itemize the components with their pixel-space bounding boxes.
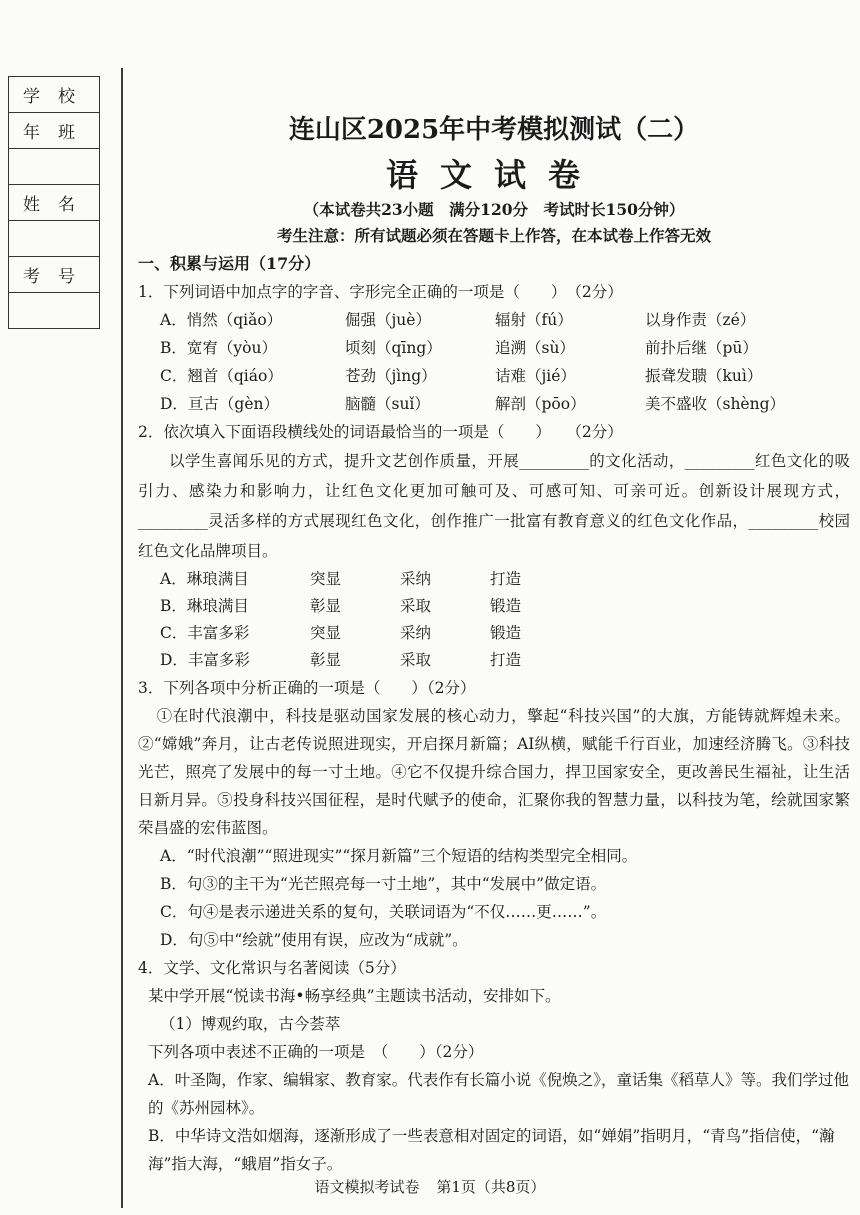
exam-meta: （本试卷共23小题 满分120分 考试时长150分钟） xyxy=(303,200,685,219)
exam-title: 连山区2025年中考模拟测试（二） xyxy=(288,115,700,145)
question-4-intro: 某中学开展“悦读书海•畅享经典”主题读书活动，安排如下。 xyxy=(148,987,561,1005)
question-3-stem: 3．下列各项中分析正确的一项是（ ）（2分） xyxy=(138,679,476,697)
option-cell: 前扑后继（pū） xyxy=(645,339,758,357)
exam-content xyxy=(138,96,850,1178)
option-cell: 彰显 xyxy=(310,597,342,615)
option-cell: 锻造 xyxy=(490,597,522,615)
question-2-passage: 以学生喜闻乐见的方式，提升文艺创作质量，开展_________的文化活动，_________红色文化的吸引力、感染力和影响力，让红色文化更加可触可及、可感可知、可亲可近。创新设计展现方式，_________灵活多样的方式展现红色文化，创作推广一批富有教育意义的红色文化作品，_________校园红色文化品牌项目。 xyxy=(138,452,850,560)
option-cell: 振聋发聩（kuì） xyxy=(645,367,763,385)
option-cell: 锻造 xyxy=(490,624,522,642)
option-cell: 彰显 xyxy=(310,651,342,669)
option-cell: 追溯（sù） xyxy=(495,339,575,357)
option-cell: 诘难（jié） xyxy=(495,367,576,385)
question-3-option-c: C．句④是表示递进关系的复句，关联词语为“不仅……更……”。 xyxy=(160,903,607,921)
option-cell: 打造 xyxy=(490,570,522,588)
question-3-option-d: D．句⑤中“绘就”使用有误，应改为“成就”。 xyxy=(160,931,468,949)
option-cell: D．丰富多彩 xyxy=(160,651,250,669)
footer-label: 语文模拟考试卷 xyxy=(314,1178,420,1196)
blank-field xyxy=(9,149,100,185)
question-4-part: （1）博观约取，古今荟萃 xyxy=(160,1015,341,1033)
question-4-option-b: B．中华诗文浩如烟海，逐渐形成了一些表意相对固定的词语，如“婵娟”指明月，“青鸟”指信使，“瀚海”指大海，“蛾眉”指女子。 xyxy=(148,1127,835,1173)
option-cell: A．悄然（qiǎo） xyxy=(160,311,283,329)
option-cell: D．亘古（gèn） xyxy=(160,395,280,413)
option-cell: B．琳琅满目 xyxy=(160,597,249,615)
option-cell: A．琳琅满目 xyxy=(160,570,249,588)
section-heading: 一、积累与运用（17分） xyxy=(138,254,321,273)
page-number: 第1页（共8页） xyxy=(436,1178,546,1196)
class-field: 年班 xyxy=(9,113,100,149)
question-4-stem: 4．文学、文化常识与名著阅读（5分） xyxy=(138,959,406,977)
exam-subtitle: 语文试卷 xyxy=(385,156,602,194)
blank-field xyxy=(9,221,100,257)
option-cell: 倔强（juè） xyxy=(345,311,431,329)
question-2-options xyxy=(138,566,850,674)
question-2-stem: 2．依次填入下面语段横线处的词语最恰当的一项是（ ） （2分） xyxy=(138,423,623,441)
option-cell: 辐射（fú） xyxy=(495,311,573,329)
name-field: 姓名 xyxy=(9,185,100,221)
option-cell: 苍劲（jìng） xyxy=(345,367,437,385)
option-cell: 脑髓（suǐ） xyxy=(345,395,430,413)
student-info-table xyxy=(8,76,100,329)
page-footer xyxy=(0,1176,860,1197)
option-cell: 美不盛收（shèng） xyxy=(645,395,786,413)
option-cell: 解剖（pōo） xyxy=(495,395,586,413)
option-cell: B．宽宥（yòu） xyxy=(160,339,277,357)
question-3-passage: ①在时代浪潮中，科技是驱动国家发展的核心动力，擎起“科技兴国”的大旗，方能铸就辉煌未来。②“嫦娥”奔月，让古老传说照进现实，开启探月新篇；AI纵横，赋能千行百业，加速经济腾飞。③科技光芒，照亮了发展中的每一寸土地。④它不仅提升综合国力，捍卫国家安全，更改善民生福祉，让生活日新月异。⑤投身科技兴国征程，是时代赋予的使命，汇聚你我的智慧力量，以科技为笔，绘就国家繁荣昌盛的宏伟蓝图。 xyxy=(138,707,850,837)
option-cell: C．丰富多彩 xyxy=(160,624,250,642)
question-3-option-b: B．句③的主干为“光芒照亮每一寸土地”，其中“发展中”做定语。 xyxy=(160,875,607,893)
question-3-option-a: A．“时代浪潮”“照进现实”“探月新篇”三个短语的结构类型完全相同。 xyxy=(160,847,638,865)
option-cell: 以身作责（zé） xyxy=(645,311,756,329)
option-cell: C．翘首（qiáo） xyxy=(160,367,283,385)
exam-number-field: 考号 xyxy=(9,257,100,293)
exam-notice: 考生注意：所有试题必须在答题卡上作答，在本试卷上作答无效 xyxy=(276,226,711,245)
option-cell: 突显 xyxy=(310,624,342,642)
blank-field xyxy=(9,293,100,329)
binding-line xyxy=(121,68,123,1208)
school-field: 学校 xyxy=(9,77,100,113)
question-1-options xyxy=(138,306,850,418)
option-cell: 采纳 xyxy=(400,570,432,588)
question-4-option-a: A．叶圣陶，作家、编辑家、教育家。代表作有长篇小说《倪焕之》，童话集《稻草人》等。我们学过他的《苏州园林》。 xyxy=(148,1071,849,1117)
option-cell: 采纳 xyxy=(400,624,432,642)
option-cell: 采取 xyxy=(400,597,432,615)
question-1-stem: 1．下列词语中加点字的字音、字形完全正确的一项是（ ） （2分） xyxy=(138,283,623,301)
option-cell: 顷刻（qīng） xyxy=(345,339,442,357)
option-cell: 打造 xyxy=(490,651,522,669)
question-4-sub-stem: 下列各项中表述不正确的一项是 （ ）（2分） xyxy=(148,1043,484,1061)
option-cell: 突显 xyxy=(310,570,342,588)
option-cell: 采取 xyxy=(400,651,432,669)
